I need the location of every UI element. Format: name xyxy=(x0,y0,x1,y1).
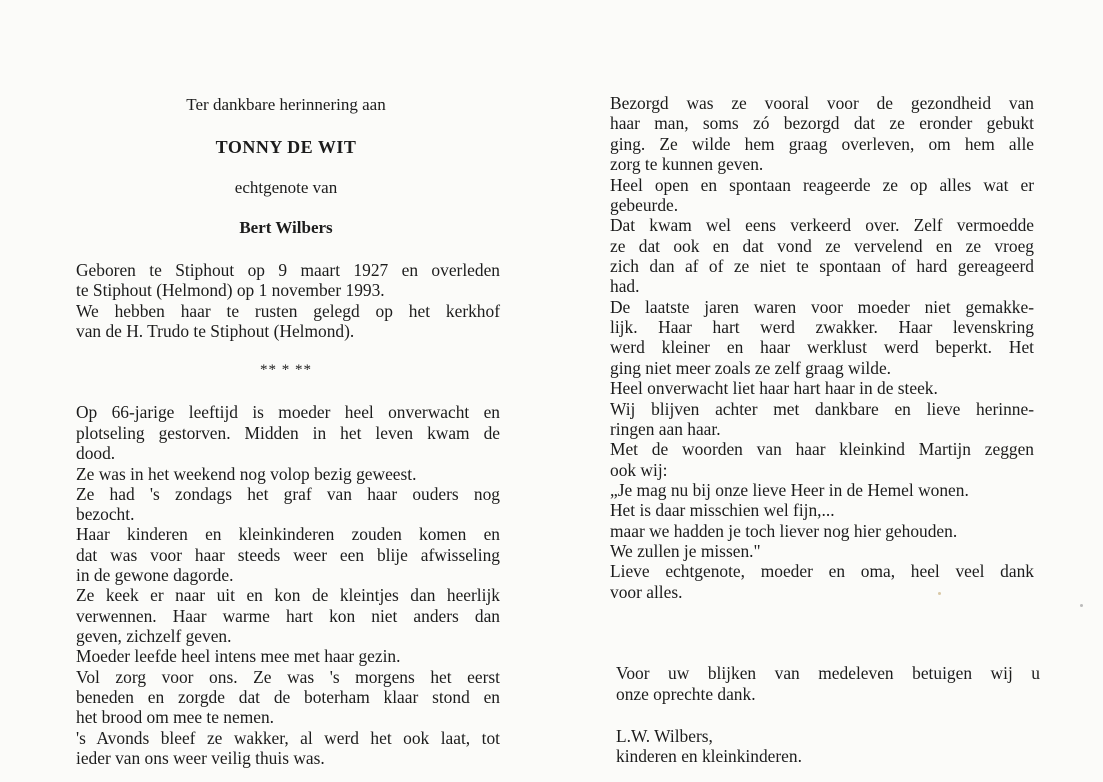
text-line: haar man, soms zó bezorgd dat ze eronder gebukt xyxy=(610,113,1034,133)
text-line: in de gewone dagorde. xyxy=(76,565,234,585)
text-line: Dat kwam wel eens verkeerd over. Zelf vermoedde xyxy=(610,215,1034,235)
text-line: Wij blijven achter met dankbare en lieve herinne- xyxy=(610,399,1034,419)
text-line: geven, zichzelf geven. xyxy=(76,626,232,646)
intro-text: Ter dankbare herinnering aan xyxy=(186,95,386,114)
separator: ** * ** xyxy=(260,362,312,378)
text-line: Op 66-jarige leeftijd is moeder heel onverwacht en xyxy=(76,402,500,422)
text-line: Haar kinderen en kleinkinderen zouden komen en xyxy=(76,524,500,544)
text-line: het brood om mee te nemen. xyxy=(76,707,274,727)
text-line: werd kleiner en haar werklust werd beperkt. Het xyxy=(610,337,1034,357)
quote-line: maar we hadden je toch liever nog hier gehouden. xyxy=(610,521,958,541)
birth-line: We hebben haar te rusten gelegd op het kerkhof xyxy=(76,301,500,321)
text-line: Met de woorden van haar kleinkind Martijn zeggen xyxy=(610,439,1034,459)
text-line: ook wij: xyxy=(610,460,668,480)
birth-line: Geboren te Stiphout op 9 maart 1927 en overleden xyxy=(76,260,500,280)
text-line: Bezorgd was ze vooral voor de gezondheid van xyxy=(610,93,1034,113)
text-line: dat was voor haar steeds weer een blije afwisseling xyxy=(76,545,500,565)
text-line: zorg te kunnen geven. xyxy=(610,154,764,174)
text-line: Ze keek er naar uit en kon de kleintjes dan heerlijk xyxy=(76,585,500,605)
text-line: Ze had 's zondags het graf van haar ouders nog xyxy=(76,484,500,504)
text-line: gebeurde. xyxy=(610,195,679,215)
text-line: ging. Ze wilde hem graag overleven, om hem alle xyxy=(610,134,1034,154)
paper-speck xyxy=(938,592,941,595)
text-line: 's Avonds bleef ze wakker, al werd het ook laat, tot xyxy=(76,728,500,748)
text-line: Lieve echtgenote, moeder en oma, heel veel dank xyxy=(610,561,1034,581)
text-line: lijk. Haar hart werd zwakker. Haar levenskring xyxy=(610,317,1034,337)
text-line: ze dat ook en dat vond ze vervelend en ze vroeg xyxy=(610,236,1034,256)
text-line: ieder van ons weer veilig thuis was. xyxy=(76,748,325,768)
paper-speck xyxy=(1080,604,1083,607)
text-line: Heel open en spontaan reageerde ze op alles wat er xyxy=(610,175,1034,195)
quote-line: Het is daar misschien wel fijn,... xyxy=(610,500,835,520)
text-line: ringen aan haar. xyxy=(610,419,721,439)
text-line: zich dan af of ze niet te spontaan of hard gereageerd xyxy=(610,256,1034,276)
quote-line: We zullen je missen." xyxy=(610,541,761,561)
spouse-name: Bert Wilbers xyxy=(239,218,333,237)
thanks-line: Voor uw blijken van medeleven betuigen wij u xyxy=(616,663,1040,683)
relation-text: echtgenote van xyxy=(234,178,338,197)
text-line: Vol zorg voor ons. Ze was 's morgens het eerst xyxy=(76,667,500,687)
quote-line: „Je mag nu bij onze lieve Heer in de Hemel wonen. xyxy=(610,480,969,500)
text-line: voor alles. xyxy=(610,582,683,602)
text-line: dood. xyxy=(76,443,116,463)
thanks-line: onze oprechte dank. xyxy=(616,684,756,704)
text-line: Heel onverwacht liet haar hart haar in de steek. xyxy=(610,378,938,398)
text-line: beneden en zorgde dat de boterham klaar stond en xyxy=(76,687,500,707)
birth-line: te Stiphout (Helmond) op 1 november 1993. xyxy=(76,280,385,300)
text-line: plotseling gestorven. Midden in het leven kwam de xyxy=(76,423,500,443)
birth-line: van de H. Trudo te Stiphout (Helmond). xyxy=(76,321,355,341)
text-line: Ze was in het weekend nog volop bezig geweest. xyxy=(76,464,417,484)
text-line: Moeder leefde heel intens mee met haar gezin. xyxy=(76,646,401,666)
signature-line: kinderen en kleinkinderen. xyxy=(616,746,802,766)
text-line: had. xyxy=(610,276,640,296)
signature-line: L.W. Wilbers, xyxy=(616,726,713,746)
text-line: ging niet meer zoals ze zelf graag wilde. xyxy=(610,358,892,378)
deceased-name: TONNY DE WIT xyxy=(215,137,357,157)
text-line: bezocht. xyxy=(76,504,135,524)
text-line: verwennen. Haar warme hart kon niet anders dan xyxy=(76,606,500,626)
text-line: De laatste jaren waren voor moeder niet gemakke- xyxy=(610,297,1034,317)
